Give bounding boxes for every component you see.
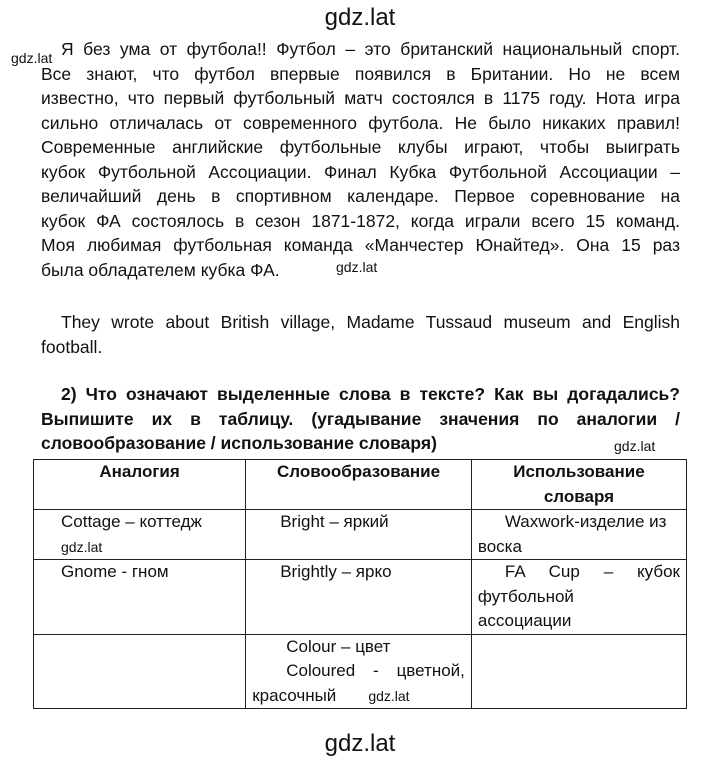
cell-text: воска <box>477 536 522 556</box>
cell-text: Bright – яркий <box>280 512 389 531</box>
table-cell <box>34 634 246 709</box>
header-dictionary-line: Использование <box>513 462 645 481</box>
question-line: Выпишите их в таблицу. (угадывание значения по аналогии / <box>41 408 680 429</box>
cell-text: Brightly – ярко <box>280 562 392 581</box>
table-header-row <box>34 460 687 510</box>
question-text <box>41 382 680 456</box>
table-cell <box>246 560 472 635</box>
paragraph-line: кубок ФА состоялось в сезон 1871-1872, когда играли всего 15 команд. <box>41 210 680 231</box>
table-cell <box>471 510 686 560</box>
header-word-formation: Словообразование <box>246 460 472 510</box>
table-row <box>34 634 687 709</box>
table-cell <box>34 510 246 560</box>
table-cell <box>471 560 686 635</box>
cell-text: Cottage – коттедж <box>61 512 202 531</box>
paragraph-line: Современные английские футбольные клубы играют, чтобы выиграть <box>41 137 680 157</box>
cell-text: Gnome - гном <box>61 562 169 581</box>
question-line: 2) Что означают выделенные слова в тексте? Как вы догадались? <box>61 384 680 404</box>
cell-text: FA Cup – кубок <box>504 562 680 581</box>
paragraph-line: величайший день в спортивном календаре. Первое соревнование на <box>41 186 680 206</box>
paragraph-line: была обладателем кубка ФА. <box>41 259 280 280</box>
watermark-table-row1: gdz.lat <box>61 538 103 555</box>
header-dictionary-line: словаря <box>543 486 615 506</box>
paragraph-line: известно, что первый футбольный матч состоялся в 1175 году. Нота игра <box>41 88 680 108</box>
table-cell <box>471 634 686 709</box>
table-cell <box>34 560 246 635</box>
watermark-question: gdz.lat <box>614 438 656 454</box>
vocabulary-table <box>33 459 687 709</box>
cell-text <box>252 684 465 709</box>
cell-text: Coloured - цветной, <box>286 661 465 680</box>
paragraph-line: сильно отличалась от современного футбола. Не было никаких правил! <box>41 112 680 133</box>
header-analogy: Аналогия <box>34 460 246 510</box>
watermark-left: gdz.lat <box>11 50 53 66</box>
watermark-table-row3: gdz.lat <box>368 687 410 704</box>
table-row <box>34 560 687 635</box>
watermark-bottom: gdz.lat <box>324 730 396 757</box>
english-paragraph <box>41 310 680 359</box>
russian-paragraph <box>41 37 680 282</box>
header-dictionary <box>471 460 686 510</box>
cell-text: красочный <box>252 685 337 705</box>
watermark-paragraph-end: gdz.lat <box>336 259 378 275</box>
question-line: словообразование / использование словаря) <box>41 433 437 453</box>
cell-text: ассоциации <box>477 611 572 630</box>
paragraph-line: Я без ума от футбола!! Футбол – это британский национальный спорт. <box>61 39 680 59</box>
cell-text: Colour – цвет <box>286 636 391 656</box>
watermark-top: gdz.lat <box>324 4 396 31</box>
table-cell <box>246 634 472 709</box>
paragraph-line: football. <box>41 336 103 357</box>
paragraph-line: Все знают, что футбол впервые появился в Британии. Но не всем <box>41 63 680 84</box>
cell-text: Waxwork-изделие из <box>504 512 667 531</box>
paragraph-line: Моя любимая футбольная команда «Манчестер Юнайтед». Она 15 раз <box>41 235 680 255</box>
cell-text: футбольной <box>477 586 574 606</box>
table-row <box>34 510 687 560</box>
table-cell <box>246 510 472 560</box>
paragraph-line: They wrote about British village, Madame Tussaud museum and English <box>61 312 680 332</box>
paragraph-line: кубок Футбольной Ассоциации. Финал Кубка Футбольной Ассоциации – <box>41 161 680 182</box>
